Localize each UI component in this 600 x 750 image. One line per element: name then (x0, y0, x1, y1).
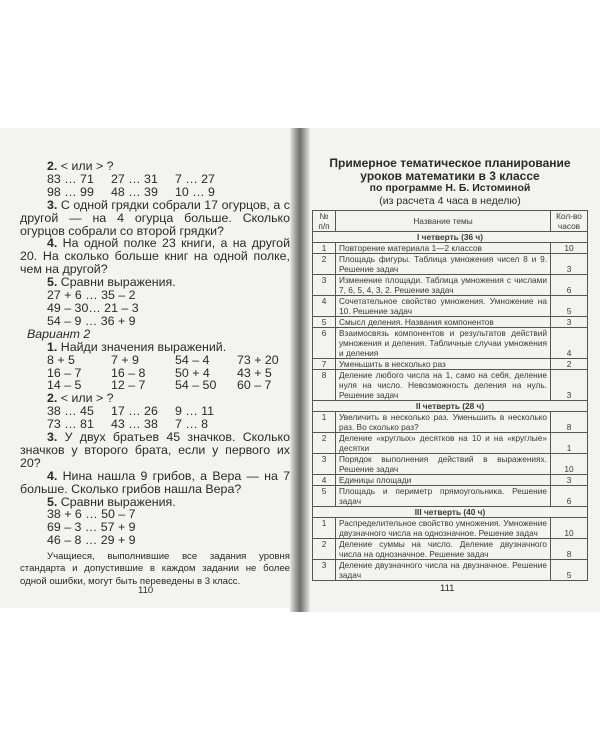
table-row (313, 559, 588, 580)
task-text: Сравни выражения. (60, 494, 176, 509)
expression: 7 + 9 (111, 352, 139, 367)
task-paragraph (20, 341, 290, 354)
quarter-title: II четверть (28 ч) (313, 400, 588, 411)
task-text: Нина нашла 9 грибов, а Вера — на 7 больше. Сколько грибов нашла Вера? (20, 468, 290, 496)
row-number: 6 (313, 327, 336, 358)
table-row (313, 242, 588, 253)
row-hours: 4 (551, 327, 588, 358)
table-row (313, 517, 588, 538)
task-number: 2. (47, 391, 58, 406)
task-number: 4. (47, 236, 58, 251)
page-number-left: 110 (138, 585, 154, 596)
row-hours: 3 (551, 253, 588, 274)
row-topic: Распределительное свойство умножения. Умножение двузначного числа на однозначное. Решение задач (336, 517, 551, 538)
task-paragraph (20, 199, 290, 238)
task-paragraph (20, 160, 290, 173)
expression: 7 … 27 (175, 171, 215, 186)
plan-title-line1: Примерное тематическое планирование (329, 156, 571, 170)
row-hours: 10 (551, 242, 588, 253)
expression: 43 … 38 (111, 417, 158, 432)
task-text: На одной полке 23 книги, а на другой 20. На сколько больше книг на одной полке, чем на другой? (20, 236, 290, 277)
row-topic: Взаимосвязь компонентов и результатов действий умножения и деления. Табличные случаи умножения и деления (336, 327, 551, 358)
row-hours: 10 (551, 453, 588, 474)
row-hours: 3 (551, 474, 588, 485)
quarter-title: III четверть (40 ч) (313, 506, 588, 517)
left-page-content (20, 160, 290, 588)
variant-heading: Вариант 2 (27, 326, 91, 341)
task-text: < или > ? (60, 159, 114, 173)
task-number: 4. (47, 468, 58, 483)
expression: 48 … 39 (111, 184, 158, 199)
table-row (313, 295, 588, 316)
page-number-right: 111 (440, 583, 455, 594)
comparison-expression: 27 + 6 … 35 – 2 (47, 288, 136, 303)
expression: 83 … 71 (47, 171, 94, 186)
task-number: 5. (47, 494, 58, 509)
row-number: 4 (313, 474, 336, 485)
row-topic: Деление «круглых» десятков на 10 и на «круглые» десятки (336, 432, 551, 453)
expression: 9 … 11 (175, 404, 215, 419)
quarter-row (313, 231, 588, 242)
comparison-expression: 69 – 3 … 57 + 9 (47, 520, 136, 535)
row-topic: Площадь и периметр прямоугольника. Решение задач (336, 485, 551, 506)
row-topic: Деление двузначного числа на двузначное. Решение задач (336, 559, 551, 580)
row-hours: 8 (551, 411, 588, 432)
task-number: 2. (47, 159, 58, 173)
row-hours: 5 (551, 559, 588, 580)
expression: 73 … 81 (47, 417, 94, 432)
table-row (313, 274, 588, 295)
table-row (313, 538, 588, 559)
promotion-note: Учащиеся, выполнившие все задания уровня стандарта и допустившие в каждом задании не более одной ошибки, могут быть переведены в 3 класс. (20, 551, 290, 587)
expression-grid (20, 354, 290, 393)
row-number: 2 (313, 538, 336, 559)
row-hours: 2 (551, 358, 588, 369)
task-number: 5. (47, 275, 58, 290)
comparison-expression: 46 – 8 … 29 + 9 (47, 533, 136, 548)
expression: 14 – 5 (47, 378, 82, 393)
quarter-row (313, 400, 588, 411)
expression: 8 + 5 (47, 352, 75, 367)
row-topic: Деление суммы на число. Деление двузначного числа на однозначное. Решение задач (336, 538, 551, 559)
table-row (313, 453, 588, 474)
expression: 7 … 8 (175, 417, 209, 432)
task-text: Сравни выражения. (60, 275, 176, 290)
row-hours: 3 (551, 369, 588, 400)
header-hours: Кол-во часов (551, 210, 588, 231)
task-text: У двух братьев 45 значков. Сколько значков у второго брата, если у первого их 20? (20, 430, 290, 470)
expression: 54 – 50 (175, 378, 217, 393)
expression: 17 … 26 (111, 404, 158, 419)
task-number: 3. (47, 197, 58, 212)
quarter-row (313, 506, 588, 517)
row-topic: Изменение площади. Таблица умножения с числами 7, 6, 5, 4, 3, 2. Решение задач (336, 274, 551, 295)
row-number: 2 (313, 432, 336, 453)
row-number: 3 (313, 274, 336, 295)
row-topic: Уменьшить в несколько раз (336, 358, 551, 369)
row-hours: 5 (551, 295, 588, 316)
row-number: 4 (313, 295, 336, 316)
row-hours: 10 (551, 517, 588, 538)
task-paragraph (20, 470, 290, 496)
table-row (313, 253, 588, 274)
table-row (313, 358, 588, 369)
row-topic: Деление любого числа на 1, само на себя, деление нуля на число. Невозможность деления на нуль. Решение задач (336, 369, 551, 400)
expression: 98 … 99 (47, 184, 94, 199)
table-row (313, 432, 588, 453)
row-number: 7 (313, 358, 336, 369)
task-paragraph (20, 237, 290, 276)
row-topic: Единицы площади (336, 474, 551, 485)
row-hours: 6 (551, 485, 588, 506)
expression: 10 … 9 (175, 184, 215, 199)
comparison-expression: 38 + 6 … 50 – 7 (47, 507, 136, 522)
task-number: 1. (47, 339, 58, 354)
table-row (313, 369, 588, 400)
expression-grid (20, 173, 290, 199)
expression: 54 – 4 (175, 352, 210, 367)
table-header-row (313, 210, 588, 231)
task-text: Найди значения выражений. (60, 339, 227, 354)
row-number: 5 (313, 316, 336, 327)
row-number: 2 (313, 253, 336, 274)
right-page-content (312, 157, 588, 581)
expression: 38 … 45 (47, 404, 94, 419)
plan-title-line2: уроков математики в 3 классе (360, 168, 540, 183)
table-row (313, 485, 588, 506)
row-hours: 1 (551, 432, 588, 453)
expression: 27 … 31 (111, 171, 158, 186)
expression: 16 – 7 (47, 365, 82, 380)
row-topic: Площадь фигуры. Таблица умножения чисел 8 и 9. Решение задач (336, 253, 551, 274)
task-text: С одной грядки собрали 17 огурцов, а с другой — на 4 огурца больше. Сколько огурцов собрали со второй грядки? (20, 197, 290, 238)
table-row (313, 411, 588, 432)
table-row (313, 327, 588, 358)
row-topic: Увеличить в несколько раз. Уменьшить в несколько раз. Во сколько раз? (336, 411, 551, 432)
expression: 43 + 5 (237, 365, 272, 380)
row-number: 1 (313, 517, 336, 538)
row-hours: 6 (551, 274, 588, 295)
expression-grid (20, 405, 290, 431)
plan-subtitle: по программе Н. Б. Истоминой (369, 182, 531, 194)
row-number: 3 (313, 453, 336, 474)
row-topic: Сочетательное свойство умножения. Умножение на 10. Решение задач (336, 295, 551, 316)
expression: 16 – 8 (111, 365, 146, 380)
row-topic: Повторение материала 1—2 классов (336, 242, 551, 253)
quarter-title: I четверть (36 ч) (313, 231, 588, 242)
row-topic: Смысл деления. Названия компонентов (336, 316, 551, 327)
plan-subnote: (из расчета 4 часа в неделю) (379, 194, 521, 207)
expression: 60 – 7 (237, 378, 272, 393)
row-hours: 8 (551, 538, 588, 559)
header-topic: Название темы (336, 210, 551, 231)
row-number: 5 (313, 485, 336, 506)
plan-table (312, 210, 588, 581)
comparison-expression: 54 – 9 … 36 + 9 (47, 313, 136, 328)
task-text: < или > ? (60, 391, 114, 406)
row-number: 1 (313, 411, 336, 432)
table-row (313, 316, 588, 327)
expression: 73 + 20 (237, 352, 279, 367)
header-number: № п/п (313, 210, 336, 231)
row-number: 1 (313, 242, 336, 253)
row-hours: 3 (551, 316, 588, 327)
row-number: 8 (313, 369, 336, 400)
row-topic: Порядок выполнения действий в выражениях. Решение задач (336, 453, 551, 474)
expression: 50 + 4 (175, 365, 210, 380)
comparison-expression: 49 – 30… 21 – 3 (47, 300, 139, 315)
table-row (313, 474, 588, 485)
task-paragraph (20, 431, 290, 470)
expression: 12 – 7 (111, 378, 146, 393)
task-number: 3. (47, 430, 58, 445)
row-number: 3 (313, 559, 336, 580)
